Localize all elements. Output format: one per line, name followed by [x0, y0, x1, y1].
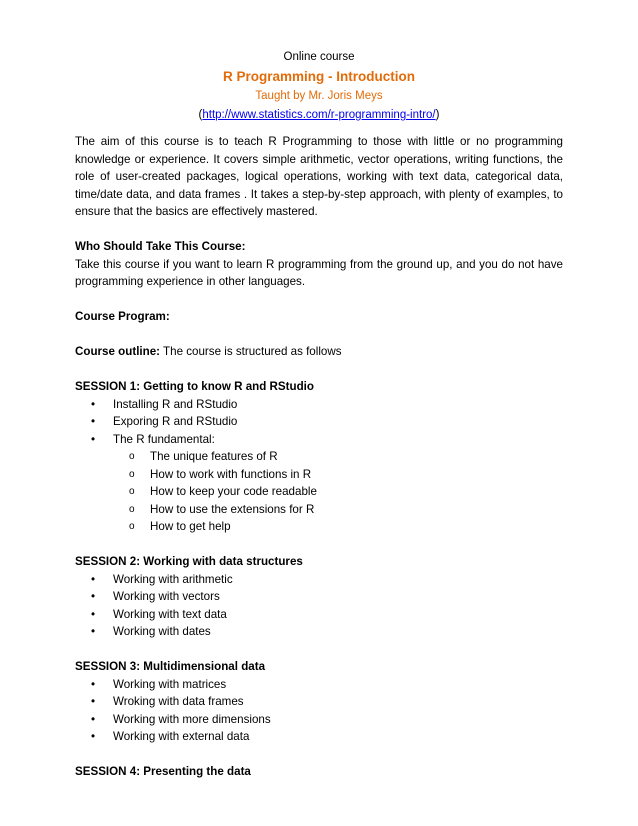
spacer: [75, 641, 563, 659]
bullet-icon: •: [91, 415, 96, 428]
list-item-text: Installing R and RStudio: [113, 397, 238, 411]
spacer: [75, 746, 563, 764]
list-item: [75, 693, 563, 711]
list-item: [75, 711, 563, 729]
bullet-icon: •: [91, 625, 96, 638]
bullet-icon: •: [91, 712, 96, 726]
session-2: [75, 553, 563, 641]
intro-paragraph: The aim of this course is to teach R Programming to those with little or no programming knowledge or experience. It covers simple arithmetic, vector operations, writing functions, the role of user-created packages, logical operations, working with text data, categorical data, time/date data, and data frames . It takes a step-by-step approach, with plenty of examples, to ensure that the basics are effectively mastered.: [75, 135, 563, 218]
sub-list-item-text: The unique features of R: [150, 450, 278, 463]
course-title: R Programming - Introduction: [223, 69, 415, 84]
bullet-icon: •: [91, 397, 96, 411]
sub-list-item: [75, 448, 563, 466]
list-item-text: Working with matrices: [113, 677, 227, 691]
session-title: SESSION 1: Getting to know R and RStudio: [75, 380, 314, 393]
sub-list-item: [75, 466, 563, 484]
sub-list-item: [75, 483, 563, 501]
sub-list-item: [75, 501, 563, 519]
circle-bullet-icon: o: [129, 486, 135, 497]
bullet-icon: •: [91, 677, 96, 691]
list-item-text: Working with dates: [113, 625, 211, 638]
bullet-icon: •: [91, 590, 96, 603]
spacer: [75, 291, 563, 309]
spacer: [75, 361, 563, 379]
circle-bullet-icon: o: [129, 521, 135, 532]
list-item: [75, 413, 563, 431]
list-item-text: Exporing R and RStudio: [113, 415, 238, 428]
list-item: [75, 588, 563, 606]
list-item-text: Working with arithmetic: [113, 572, 233, 586]
bullet-icon: •: [91, 432, 96, 446]
outline-line: [75, 343, 563, 361]
bullet-icon: •: [91, 695, 96, 708]
circle-bullet-icon: o: [129, 451, 135, 462]
list-item-text: Working with more dimensions: [113, 712, 271, 726]
list-item: [75, 728, 563, 746]
session-title: SESSION 2: Working with data structures: [75, 555, 303, 568]
circle-bullet-icon: o: [129, 503, 135, 515]
audience-heading: Who Should Take This Course:: [75, 240, 246, 253]
list-item: [75, 431, 563, 449]
session-1: [75, 378, 563, 536]
audience-text: Take this course if you want to learn R programming from the ground up, and you do not have programming experience in other languages.: [75, 257, 563, 288]
document-body: [75, 133, 563, 781]
list-item: [75, 676, 563, 694]
session-4: [75, 763, 563, 781]
list-item-text: Wroking with data frames: [113, 695, 244, 708]
url-open-paren: (: [198, 109, 203, 121]
session-title: SESSION 3: Multidimensional data: [75, 660, 266, 673]
sub-list-item-text: How to keep your code readable: [150, 485, 317, 498]
course-url-link[interactable]: http://www.statistics.com/r-programming-intro/: [202, 109, 436, 121]
list-item: [75, 396, 563, 414]
document-header: [0, 48, 638, 125]
course-teacher: Taught by Mr. Joris Meys: [255, 90, 383, 102]
spacer: [75, 326, 563, 344]
list-item: [75, 571, 563, 589]
bullet-icon: •: [91, 607, 96, 621]
course-url-line: [0, 106, 638, 125]
list-item-text: Working with vectors: [113, 590, 220, 603]
sub-list-item-text: How to work with functions in R: [150, 467, 312, 481]
url-close-paren: ): [435, 109, 440, 121]
circle-bullet-icon: o: [129, 468, 135, 480]
spacer: [75, 536, 563, 554]
sub-list-item-text: How to use the extensions for R: [150, 502, 315, 516]
sub-list-item-text: How to get help: [150, 520, 231, 533]
list-item-text: Working with external data: [113, 730, 250, 743]
spacer: [75, 221, 563, 239]
session-title: SESSION 4: Presenting the data: [75, 765, 251, 778]
course-type: Online course: [283, 51, 355, 63]
session-3: [75, 658, 563, 746]
list-item: [75, 623, 563, 641]
sub-list-item: [75, 518, 563, 536]
list-item-text: The R fundamental:: [113, 432, 215, 446]
list-item-text: Working with text data: [113, 607, 227, 621]
program-heading: Course Program:: [75, 310, 170, 323]
bullet-icon: •: [91, 730, 96, 743]
outline-label: Course outline:: [75, 345, 161, 358]
bullet-icon: •: [91, 572, 96, 586]
list-item: [75, 606, 563, 624]
outline-text: The course is structured as follows: [160, 345, 342, 358]
